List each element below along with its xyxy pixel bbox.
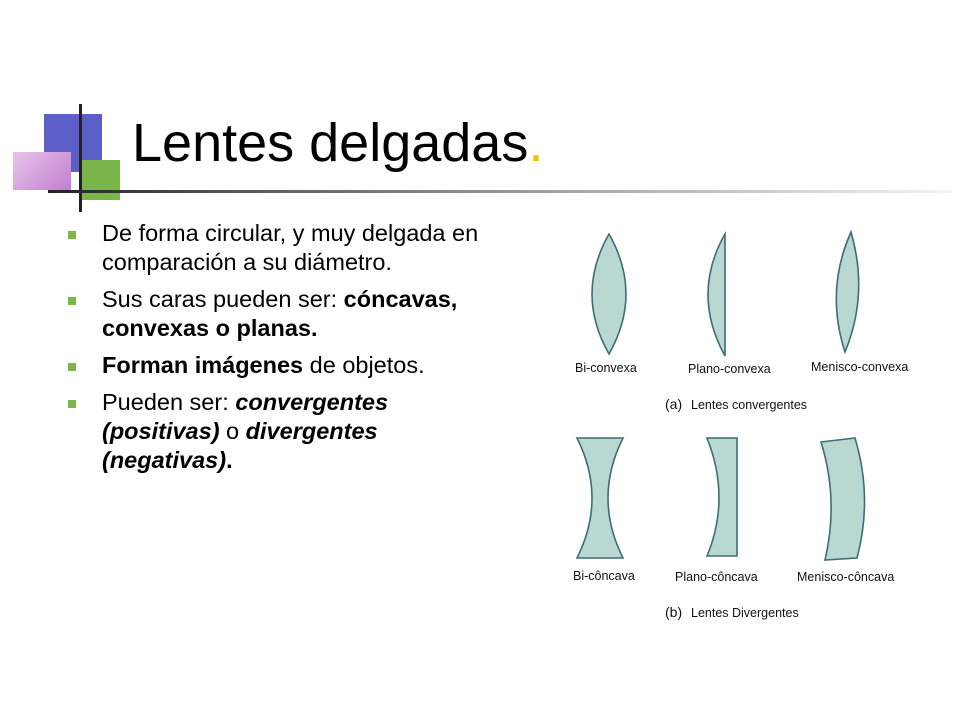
bullet-text: De forma circular, y muy delgada en comparación a su diámetro. [102, 220, 479, 275]
lens-meniscus-convex-shape [836, 232, 858, 352]
label-planoconvexa: Plano-convexa [688, 362, 771, 376]
label-meniscoconcava: Menisco-côncava [797, 570, 895, 584]
title-underline [48, 190, 953, 193]
lens-biconvex-shape [592, 234, 626, 354]
lens-meniscus-concave-shape [821, 438, 865, 560]
bullet-marker-icon [68, 231, 76, 239]
bullet-bold-text: Forman imágenes [102, 352, 304, 378]
bullet-list [68, 219, 504, 483]
bullet-bold-text: cóncavas, convexas o planas. [102, 286, 458, 341]
decor-square-pink [13, 152, 71, 190]
bullet-marker-icon [68, 363, 76, 371]
lens-planoconvex-shape [708, 234, 725, 356]
slide-title [132, 112, 543, 174]
caption-diverging: Lentes Divergentes [691, 606, 799, 620]
bullet-item [68, 219, 504, 277]
bullet-text-period: . [226, 447, 233, 473]
label-bicoencava: Bi-côncava [573, 569, 635, 583]
label-planoconcava: Plano-côncava [675, 570, 758, 584]
caption-letter-b: (b) [665, 604, 683, 620]
caption-converging: Lentes convergentes [691, 398, 808, 412]
bullet-marker-icon [68, 297, 76, 305]
lens-planoconcave-shape [707, 438, 737, 556]
bullet-item [68, 388, 504, 475]
bullet-marker-icon [68, 400, 76, 408]
lens-biconcave-shape [577, 438, 623, 558]
label-biconvexa: Bi-convexa [575, 361, 637, 375]
bullet-emphasis-divergentes: divergentes (negativas) [102, 418, 378, 473]
bullet-item [68, 351, 504, 380]
bullet-text: Sus caras pueden ser: [102, 286, 344, 312]
slide-title-text: Lentes delgadas [132, 113, 529, 173]
title-dot: . [528, 113, 544, 173]
bullet-item [68, 285, 504, 343]
bullet-text: de objetos. [303, 352, 425, 378]
caption-letter-a: (a) [665, 396, 683, 412]
lens-types-figure [545, 224, 940, 640]
bullet-emphasis-convergentes: convergentes (positivas) [102, 389, 389, 444]
label-meniscoconvexa: Menisco-convexa [811, 360, 909, 374]
bullet-text: Pueden ser: [102, 389, 236, 415]
decor-vertical-line [79, 104, 82, 212]
decor-square-green [82, 160, 120, 200]
bullet-text: o [219, 418, 246, 444]
